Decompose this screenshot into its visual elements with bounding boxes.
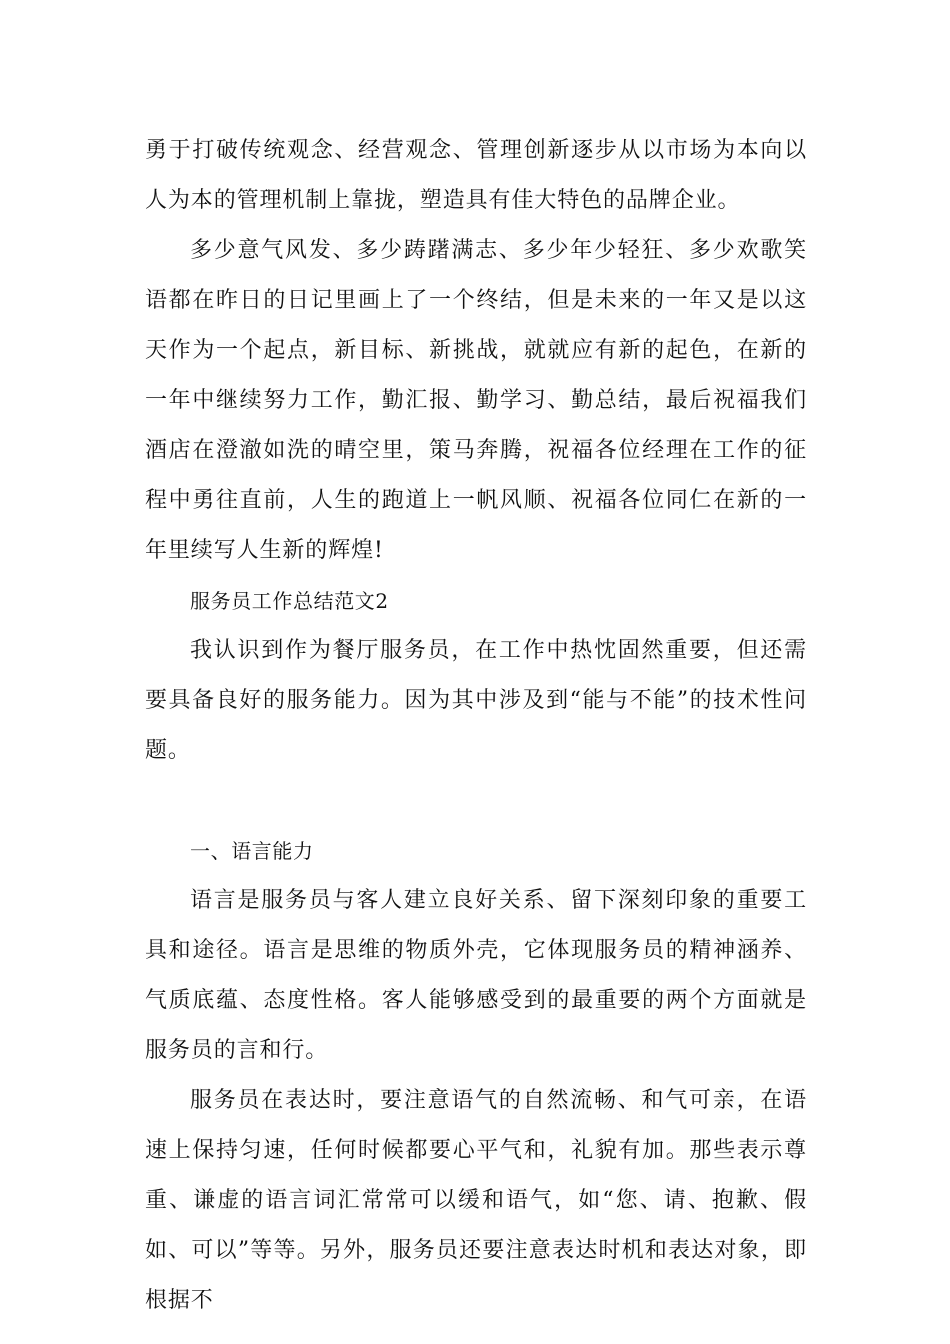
section-title-sample-2: 服务员工作总结范文2 xyxy=(190,589,389,613)
paragraph-brand-enterprise: 勇于打破传统观念、经营观念、管理创新逐步从以市场为本向以人为本的管理机制上靠拢，塑造具有佳大特色的品牌企业。 xyxy=(145,138,807,213)
heading-language-ability: 一、语言能力 xyxy=(190,839,314,863)
paragraph-expression-tips: 服务员在表达时，要注意语气的自然流畅、和气可亲，在语速上保持匀速，任何时候都要心平气和，礼貌有加。那些表示尊重、谦虚的语言词汇常常可以缓和语气，如“您、请、抱歉、假如、可以”等等。另外，服务员还要注意表达时机和表达对象，即根据不 xyxy=(145,1088,807,1313)
paragraph-new-year-wishes: 多少意气风发、多少踌躇满志、多少年少轻狂、多少欢歌笑语都在昨日的日记里画上了一个终结，但是未来的一年又是以这天作为一个起点，新目标、新挑战，就就应有新的起色，在新的一年中继续努力工作，勤汇报、勤学习、勤总结，最后祝福我们酒店在澄澈如洗的晴空里，策马奔腾，祝福各位经理在工作的征程中勇往直前，人生的跑道上一帆风顺、祝福各位同仁在新的一年里续写人生新的辉煌! xyxy=(145,238,807,563)
paragraph-language-importance: 语言是服务员与客人建立良好关系、留下深刻印象的重要工具和途径。语言是思维的物质外壳，它体现服务员的精神涵养、气质底蕴、态度性格。客人能够感受到的最重要的两个方面就是服务员的言和行。 xyxy=(145,888,807,1063)
document-body xyxy=(145,126,807,1326)
blank-line xyxy=(145,776,807,826)
paragraph-service-ability: 我认识到作为餐厅服务员，在工作中热忱固然重要，但还需要具备良好的服务能力。因为其中涉及到“能与不能”的技术性问题。 xyxy=(145,638,807,763)
